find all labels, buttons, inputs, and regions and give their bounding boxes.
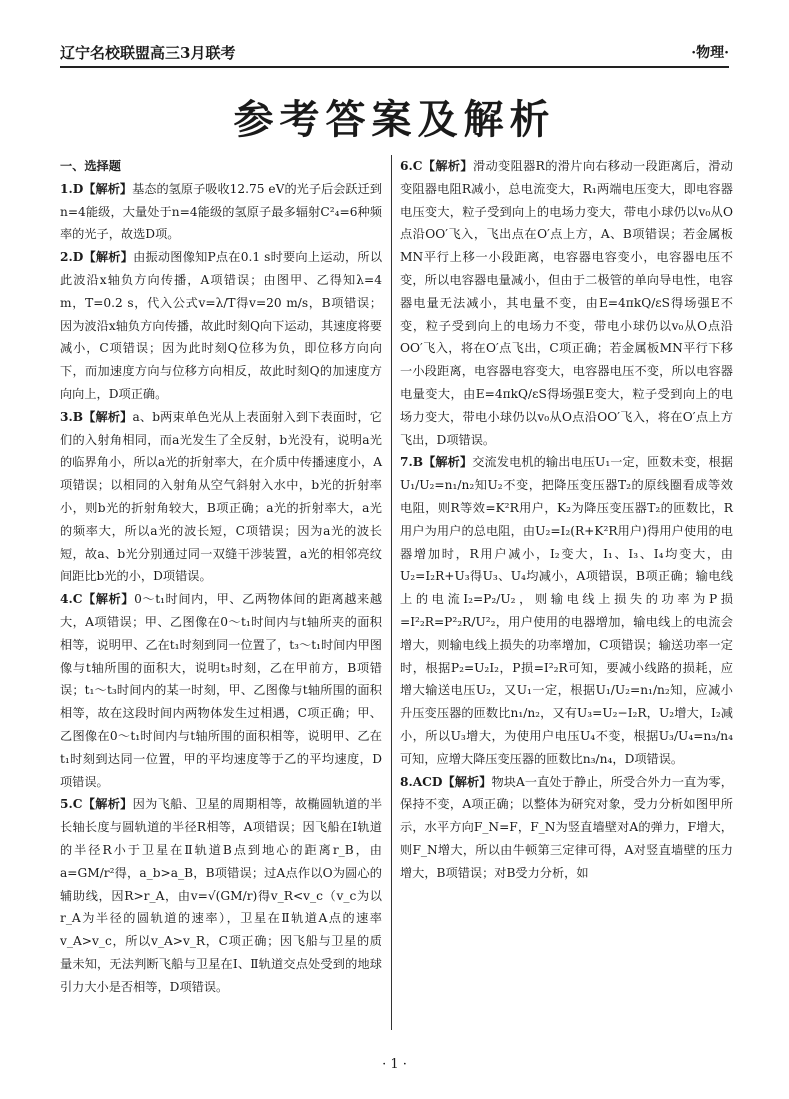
- answer-item-6: [400, 155, 733, 451]
- header-subject: ·物理·: [691, 45, 729, 61]
- answer-text: 滑动变阻器R的滑片向右移动一段距离后，滑动变阻器电阻R减小，总电流变大，R₁两端电压变大，即电容器电压变大，粒子受到向上的电场力变大，带电小球仍以v₀从O点沿OO′飞入，飞出点在O′点上方，A、B项错误；若金属板MN平行上移一小段距离，电容器电容变小，电容器电压不变，所以电容器电量减小，但由于二极管的单向导电性，电容器电量无法减小，其电量不变，由E=4πkQ/εS得场强E不变，粒子受到向上的电场力不变，带电小球仍以v₀从O点沿OO′飞入，将在O′点飞出，C项正确；若金属板MN平行下移一小段距离，电容器电容变大，电容器电压不变，所以电容器电量变大，由E=4πkQ/εS得场强E变大，粒子受到向上的电场力变大，带电小球仍以v₀从O点沿OO′飞入，将在O′点上方飞出，D项错误。: [400, 159, 733, 447]
- column-divider: [391, 155, 392, 1030]
- analysis-tag: 【解析】: [82, 592, 135, 607]
- answer-number: 1.D: [60, 181, 84, 196]
- answer-item-4: [60, 588, 382, 793]
- answer-number: 6.C: [400, 159, 423, 173]
- analysis-tag: 【解析】: [82, 797, 133, 812]
- analysis-tag: 【解析】: [83, 409, 133, 424]
- analysis-tag: 【解析】: [422, 159, 473, 173]
- answer-text: 由振动图像知P点在0.1 s时要向上运动，所以此波沿x轴负方向传播，A项错误；由图甲、乙得知λ=4 m，T=0.2 s，代入公式v=λ/T得v=20 m/s，B项错误；因为波沿x轴负方向传播，故此时刻Q向下运动，其速度将要减小，C项错误；因为此时刻Q位移为负，即位移方向向下，而加速度方向与位移方向相反，故此时刻Q的加速度方向向上，D项正确。: [60, 250, 383, 401]
- answer-number: 7.B: [400, 455, 424, 470]
- left-column: [60, 155, 382, 998]
- answer-item-8: [400, 771, 733, 885]
- answer-item-7: [400, 451, 733, 770]
- right-column: [400, 155, 733, 885]
- answer-item-3: [60, 406, 382, 588]
- page-number: · 1 ·: [382, 1057, 407, 1072]
- analysis-tag: 【解析】: [83, 250, 134, 265]
- analysis-tag: 【解析】: [442, 774, 492, 789]
- answer-item-1: [60, 178, 382, 246]
- answer-number: 2.D: [60, 250, 84, 265]
- answer-number: 4.C: [60, 592, 83, 607]
- answer-text: 基态的氢原子吸收12.75 eV的光子后会跃迁到n=4能级，大量处于n=4能级的氢原子最多辐射C²₄=6种频率的光子，故选D项。: [60, 181, 383, 242]
- analysis-tag: 【解析】: [83, 181, 133, 196]
- answer-text: 物块A一直处于静止，所受合外力一直为零，保持不变，A项正确；以整体为研究对象，受力分析如图甲所示，水平方向F_N=F，F_N为竖直墙壁对A的弹力，F增大，则F_N增大，所以由牛顿第三定律可得，A对竖直墙壁的压力增大，B项错误；对B受力分析，如: [400, 774, 733, 880]
- answer-number: 3.B: [60, 409, 84, 424]
- answer-text: 0～t₁时间内，甲、乙两物体间的距离越来越大，A项错误；甲、乙图像在0～t₁时间内与t轴所夹的面积相等，说明甲、乙在t₁时刻到同一位置了，t₃～t₁时间内甲图像与t轴所围的面积大，说明t₃时刻，乙在甲前方，B项错误；t₁～t₃时间内的某一时刻，甲、乙图像与t轴所围的面积相等，故在这段时间内两物体发生过相遇，C项正确；甲、乙图像在0～t₁时间内与t轴所围的面积相等，说明甲、乙在t₁时刻到达同一位置，甲的平均速度等于乙的平均速度，D项错误。: [60, 592, 383, 789]
- answer-text: a、b两束单色光从上表面射入到下表面时，它们的入射角相同，而a光发生了全反射，b光没有，说明a光的临界角小，所以a光的折射率大，在介质中传播速度小，A项错误；以相同的入射角从空气斜射入水中，b光的折射率小，则b光的折射角较大，B项正确；a光的折射率大，a光的频率大，所以a光的波长短，C项错误；因为a光的波长短，故a、b光分别通过同一双缝干涉装置，a光的相邻亮纹间距比b光的小，D项错误。: [60, 409, 382, 584]
- answer-number: 8.ACD: [400, 774, 443, 789]
- section-heading: 一、选择题: [60, 159, 121, 173]
- page-header: [60, 40, 729, 68]
- answer-item-5: [60, 793, 382, 998]
- answer-item-2: [60, 246, 382, 406]
- answer-text: 因为飞船、卫星的周期相等，故椭圆轨道的半长轴长度与圆轨道的半径R相等，A项错误；因飞船在Ⅰ轨道的半径R小于卫星在Ⅱ轨道B点到地心的距离r_B，由a=GM/r²得，a_b>a_B，B项错误；过A点作以O为圆心的辅助线，因R>r_A，由v=√(GM/r)得v_R<v_c（v_c为以r_A为半径的圆轨道的速率），卫星在Ⅱ轨道A点的速率v_A>v_c，所以v_A>v_R，C项正确；因飞船与卫星的质量未知，无法判断飞船与卫星在Ⅰ、Ⅱ轨道交点处受到的地球引力大小是否相等，D项错误。: [60, 797, 383, 994]
- header-exam-title: 辽宁名校联盟高三3月联考: [60, 44, 236, 62]
- page-title: 参考答案及解析: [233, 97, 556, 143]
- answer-text: 交流发电机的输出电压U₁一定，匝数未变，根据U₁/U₂=n₁/n₂知U₂不变，把降压变压器T₂的原线圈看成等效电阻，则R等效=K²R用户，K₂为降压变压器T₂的匝数比，R用户为用户的总电阻，由U₂=I₂(R+K²R用户)得用户使用的电器增加时，R用户减小，I₂变大，I₁、I₃、I₄均变大，由U₂=I₂R+U₃得U₃、U₄均减小，A项错误，B项正确；输电线上的电流I₂=P₂/U₂，则输电线上损失的功率为P损=I²₂R=P²₂R/U²₂，用户使用的电器增加，输电线上的电流会增大，则输电线上损失的功率增加，C项错误；输送功率一定时，根据P₂=U₂I₂，P损=I²₂R可知，要减小线路的损耗，应增大输送电压U₂，又U₁一定，根据U₁/U₂=n₁/n₂知，应减小升压变压器的匝数比n₁/n₂，又有U₃=U₂−I₂R，U₂增大，I₂减小，所以U₃增大，为使用户电压U₄不变，根据U₃/U₄=n₃/n₄可知，应增大降压变压器的匝数比n₃/n₄，D项错误。: [400, 455, 733, 766]
- answer-number: 5.C: [60, 797, 83, 812]
- analysis-tag: 【解析】: [423, 455, 473, 470]
